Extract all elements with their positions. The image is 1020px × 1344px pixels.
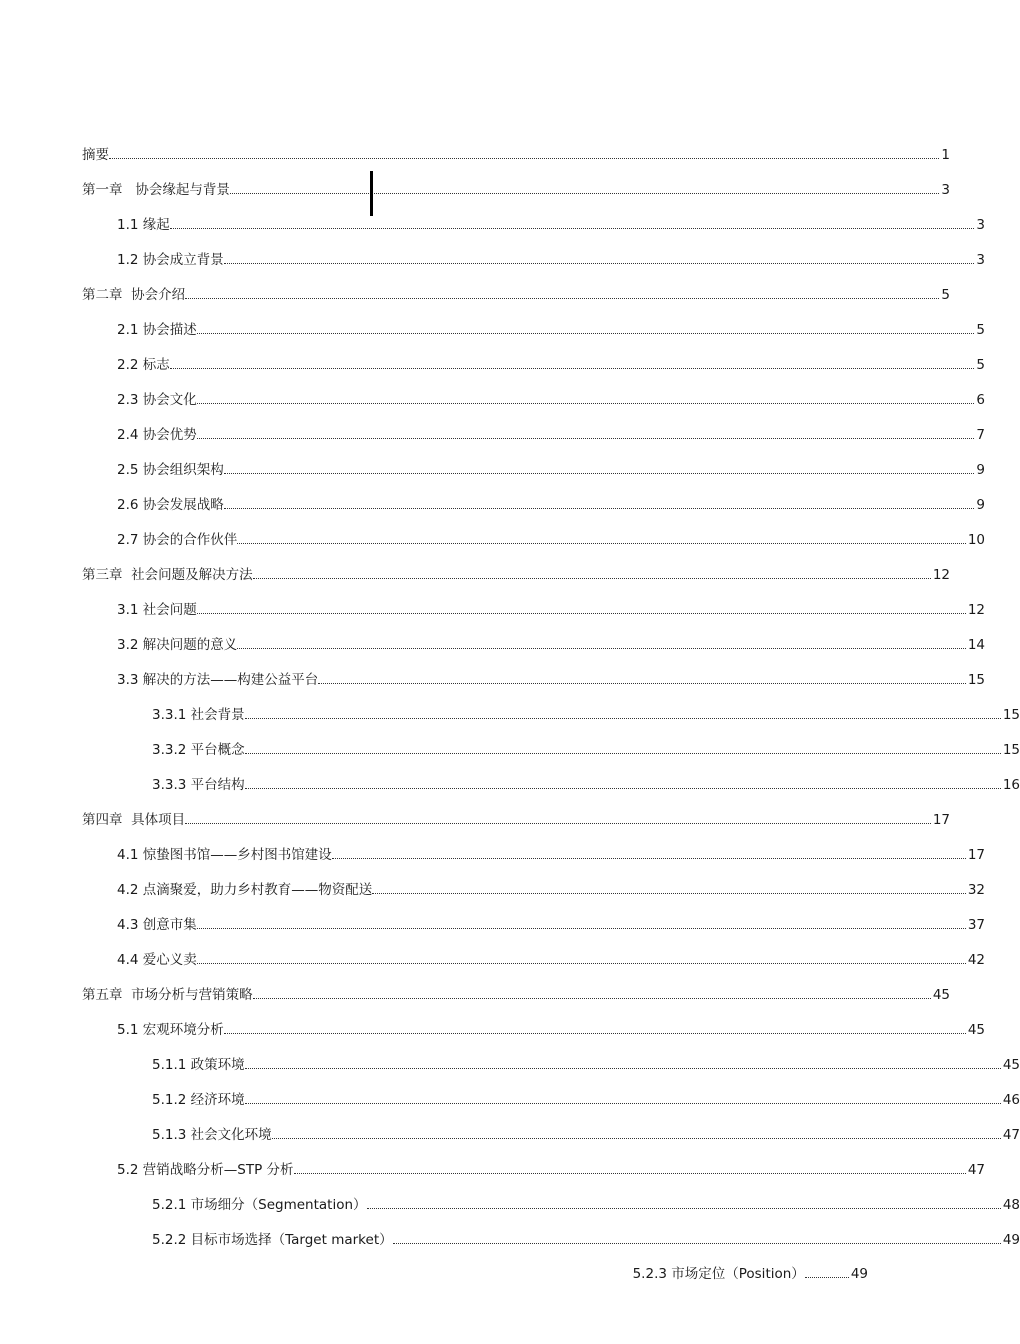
toc-entry[interactable] <box>0 1123 1020 1143</box>
toc-entry[interactable] <box>0 528 985 548</box>
toc-entry-page: 9 <box>976 462 985 478</box>
toc-entry-title: 4.2 点滴聚爱，助力乡村教育——物资配送 <box>117 882 373 898</box>
toc-dot-leader <box>332 857 966 859</box>
toc-entry[interactable] <box>0 458 985 478</box>
toc-entry[interactable] <box>0 283 950 303</box>
toc-dot-leader <box>197 332 975 334</box>
toc-dot-leader <box>197 402 975 404</box>
toc-dot-leader <box>245 752 1001 754</box>
toc-entry-title: 5.1.2 经济环境 <box>152 1092 245 1108</box>
toc-entry[interactable] <box>0 878 985 898</box>
toc-dot-leader <box>170 227 975 229</box>
toc-entry-title: 第三章 社会问题及解决方法 <box>82 567 253 583</box>
toc-entry-title: 4.4 爱心义卖 <box>117 952 197 968</box>
toc-entry-page: 15 <box>967 672 985 688</box>
toc-dot-leader <box>294 1172 966 1174</box>
toc-entry-title: 5.2.3 市场定位（Position） <box>632 1266 805 1282</box>
toc-entry[interactable] <box>0 1228 1020 1248</box>
toc-entry-title: 2.1 协会描述 <box>117 322 197 338</box>
toc-entry-page: 47 <box>1002 1127 1020 1143</box>
toc-entry[interactable] <box>0 913 985 933</box>
toc-entry-page: 17 <box>967 847 985 863</box>
toc-entry[interactable] <box>0 948 985 968</box>
toc-entry[interactable] <box>0 598 985 618</box>
toc-entry[interactable] <box>0 563 950 583</box>
toc-dot-leader <box>318 682 966 684</box>
toc-entry-page: 16 <box>1002 777 1020 793</box>
toc-entry[interactable] <box>0 1158 985 1178</box>
toc-entry-title: 2.3 协会文化 <box>117 392 197 408</box>
toc-entry-page: 6 <box>976 392 985 408</box>
toc-entry[interactable] <box>0 703 1020 723</box>
toc-entry-page: 3 <box>976 217 985 233</box>
toc-entry-page: 12 <box>967 602 985 618</box>
toc-entry[interactable] <box>0 353 985 373</box>
toc-entry-page: 5 <box>941 287 950 303</box>
toc-entry[interactable] <box>0 493 985 513</box>
toc-dot-leader <box>237 647 966 649</box>
toc-entry-page: 42 <box>967 952 985 968</box>
toc-entry-title: 第二章 协会介绍 <box>82 287 186 303</box>
toc-entry-page: 3 <box>941 182 950 198</box>
toc-entry[interactable] <box>0 178 950 198</box>
toc-entry-page: 37 <box>967 917 985 933</box>
toc-dot-leader <box>372 892 966 894</box>
toc-dot-leader <box>170 367 975 369</box>
toc-dot-leader <box>245 787 1001 789</box>
toc-entry-title: 3.3.1 社会背景 <box>152 707 245 723</box>
toc-entry[interactable] <box>0 423 985 443</box>
toc-entry-title: 2.6 协会发展战略 <box>117 497 224 513</box>
toc-dot-leader <box>197 437 975 439</box>
toc-dot-leader <box>272 1137 1001 1139</box>
toc-entry[interactable] <box>0 143 950 163</box>
toc-entry-page: 45 <box>967 1022 985 1038</box>
toc-entry[interactable] <box>0 1018 985 1038</box>
toc-entry-page: 15 <box>1002 707 1020 723</box>
toc-entry-page: 5 <box>976 357 985 373</box>
toc-entry-title: 4.3 创意市集 <box>117 917 197 933</box>
toc-entry-page: 48 <box>1002 1197 1020 1213</box>
toc-entry-title: 2.2 标志 <box>117 357 170 373</box>
toc-dot-leader <box>245 1067 1001 1069</box>
toc-entry[interactable] <box>0 1053 1020 1073</box>
toc-dot-leader <box>224 262 975 264</box>
toc-entry-page: 9 <box>976 497 985 513</box>
toc-entry[interactable] <box>0 1193 1020 1213</box>
toc-entry[interactable] <box>0 983 950 1003</box>
toc-entry-title: 3.1 社会问题 <box>117 602 197 618</box>
toc-dot-leader <box>253 997 931 999</box>
toc-entry[interactable] <box>0 388 985 408</box>
toc-dot-leader <box>805 1276 849 1278</box>
toc-dot-leader <box>109 157 939 159</box>
toc-entry-page: 45 <box>1002 1057 1020 1073</box>
toc-entry-title: 4.1 惊蛰图书馆——乡村图书馆建设 <box>117 847 332 863</box>
toc-entry-title: 3.3 解决的方法——构建公益平台 <box>117 672 319 688</box>
toc-entry-page: 32 <box>967 882 985 898</box>
toc-entry-title: 2.5 协会组织架构 <box>117 462 224 478</box>
toc-entry-page: 47 <box>967 1162 985 1178</box>
toc-entry-title: 1.2 协会成立背景 <box>117 252 224 268</box>
toc-entry-page: 49 <box>1002 1232 1020 1248</box>
toc-entry[interactable] <box>0 738 1020 758</box>
toc-entry-title: 3.3.2 平台概念 <box>152 742 245 758</box>
toc-entry-title: 1.1 缘起 <box>117 217 170 233</box>
toc-entry-title: 5.1 宏观环境分析 <box>117 1022 224 1038</box>
toc-entry-page: 17 <box>932 812 950 828</box>
toc-dot-leader <box>224 507 975 509</box>
toc-entry-page: 12 <box>932 567 950 583</box>
toc-entry-page: 49 <box>850 1266 868 1282</box>
toc-entry-page: 5 <box>976 322 985 338</box>
toc-entry-page: 46 <box>1002 1092 1020 1108</box>
toc-entry-title: 3.2 解决问题的意义 <box>117 637 238 653</box>
toc-entry-title: 5.1.3 社会文化环境 <box>152 1127 272 1143</box>
toc-entry-last[interactable] <box>633 1262 868 1282</box>
toc-entry[interactable] <box>0 633 985 653</box>
text-cursor <box>370 171 373 216</box>
toc-entry-page: 10 <box>967 532 985 548</box>
toc-entry-page: 15 <box>1002 742 1020 758</box>
toc-entry[interactable] <box>0 668 985 688</box>
toc-dot-leader <box>224 472 975 474</box>
toc-dot-leader <box>230 192 940 194</box>
toc-entry-title: 5.2.1 市场细分（Segmentation） <box>152 1197 367 1213</box>
toc-dot-leader <box>393 1242 1001 1244</box>
toc-entry-title: 5.2.2 目标市场选择（Target market） <box>152 1232 393 1248</box>
toc-entry[interactable] <box>0 213 985 233</box>
toc-dot-leader <box>197 962 966 964</box>
toc-entry-title: 2.4 协会优势 <box>117 427 197 443</box>
toc-entry-title: 5.2 营销战略分析—STP 分析 <box>117 1162 294 1178</box>
toc-dot-leader <box>253 577 931 579</box>
toc-dot-leader <box>224 1032 966 1034</box>
toc-entry-page: 14 <box>967 637 985 653</box>
toc-entry[interactable] <box>0 318 985 338</box>
toc-entry-page: 45 <box>932 987 950 1003</box>
toc-entry-title: 第四章 具体项目 <box>82 812 186 828</box>
toc-dot-leader <box>245 1102 1001 1104</box>
toc-entry[interactable] <box>0 843 985 863</box>
toc-entry-title: 2.7 协会的合作伙伴 <box>117 532 238 548</box>
toc-entry-page: 1 <box>941 147 950 163</box>
toc-dot-leader <box>185 297 939 299</box>
toc-dot-leader <box>245 717 1001 719</box>
toc-dot-leader <box>197 612 966 614</box>
toc-entry-title: 第五章 市场分析与营销策略 <box>82 987 253 1003</box>
toc-entry[interactable] <box>0 248 985 268</box>
toc-entry-title: 3.3.3 平台结构 <box>152 777 245 793</box>
toc-entry-title: 5.1.1 政策环境 <box>152 1057 245 1073</box>
toc-entry-title: 第一章 协会缘起与背景 <box>82 182 230 198</box>
toc-entry-title: 摘要 <box>82 147 109 163</box>
toc-dot-leader <box>367 1207 1001 1209</box>
toc-entry-page: 3 <box>976 252 985 268</box>
toc-entry[interactable] <box>0 773 1020 793</box>
toc-dot-leader <box>185 822 931 824</box>
toc-entry-page: 7 <box>976 427 985 443</box>
toc-dot-leader <box>237 542 966 544</box>
toc-entry[interactable] <box>0 808 950 828</box>
toc-entry[interactable] <box>0 1088 1020 1108</box>
toc-dot-leader <box>197 927 966 929</box>
